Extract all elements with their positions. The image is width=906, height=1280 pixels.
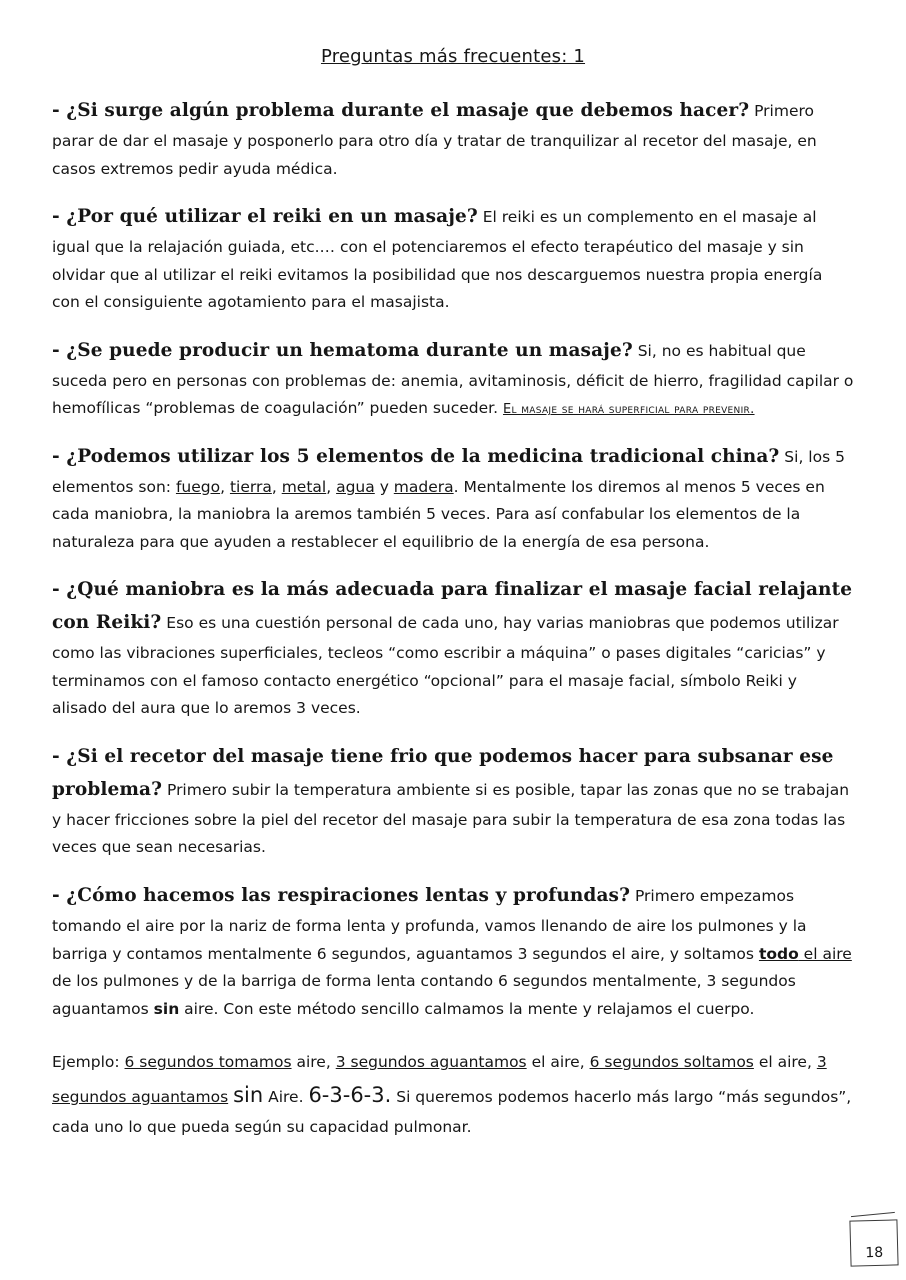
example-segment: 3 segundos aguantamos [52, 1053, 827, 1106]
faq-question: - ¿Qué maniobra es la más adecuada para finalizar el masaje facial relajante con Reiki? [52, 579, 853, 634]
example-segment: Si queremos podemos hacerlo más largo “más segundos”, cada uno lo que pueda según su capacidad pulmonar. [52, 1087, 852, 1137]
faq-answer-segment: Primero empezamos tomando el aire por la nariz de forma lenta y profunda, vamos llenando de aire los pulmones y la barriga y contamos mentalmente 6 segundos, aguantamos 3 segundos el aire, y soltamos [52, 887, 807, 963]
faq-answer-segment: todo [758, 944, 799, 963]
faq-answer-segment: metal [281, 477, 327, 496]
example-segment: 3 segundos aguantamos [335, 1053, 527, 1072]
faq-answer-segment: , [271, 477, 282, 496]
page-number: 18 [865, 1244, 884, 1262]
faq-answer-segment: . Mentalmente los diremos al menos 5 veces en cada maniobra, la maniobra la aremos también 5 veces. Para así confabular los elementos de la naturaleza para que ayuden a restablecer el equilibrio de la energía de esa persona. [52, 477, 825, 551]
example-segment: 6 segundos soltamos [589, 1053, 754, 1072]
faq-answer-segment: sin [153, 999, 180, 1018]
faq-answer-segment: , [326, 477, 337, 496]
faq-answer-segment: aire. Con este método sencillo calmamos la mente y relajamos el cuerpo. [179, 999, 755, 1018]
example-segment: el aire, [526, 1053, 590, 1072]
faq-answer-segment: Primero subir la temperatura ambiente si es posible, tapar las zonas que no se trabajan y hacer fricciones sobre la piel del recetor del masaje para subir la temperatura de esa zona todas las veces que sean necesarias. [52, 780, 850, 857]
faq-item [52, 335, 854, 423]
example-segment: aire, [291, 1053, 336, 1072]
faq-item [52, 441, 854, 557]
faq-item [52, 880, 854, 1023]
faq-answer-segment: Eso es una cuestión personal de cada uno, hay varias maniobras que podemos utilizar como las vibraciones superficiales, tecleos “como escribir a máquina” o pases digitales “caricias” y terminamos con el famoso contacto energético “opcional” para el masaje facial, símbolo Reiki y alisado del aura que lo aremos 3 veces. [52, 614, 839, 718]
page-number-box [849, 1219, 898, 1266]
faq-item [52, 574, 854, 723]
faq-answer-segment: Si, los 5 elementos son: [52, 447, 845, 496]
example-segment: Aire. [263, 1087, 309, 1106]
faq-item [52, 201, 854, 317]
faq-answer-segment: el aire [798, 944, 852, 963]
example-segment: 6-3-6-3. [308, 1082, 392, 1107]
faq-answer-segment: de los pulmones y de la barriga de forma lenta contando 6 segundos mentalmente, 3 segundos aguantamos [52, 972, 796, 1018]
example-segment: 6 segundos tomamos [124, 1053, 292, 1072]
example-segment: el aire, [753, 1053, 817, 1072]
faq-question: - ¿Si el recetor del masaje tiene frio que podemos hacer para subsanar ese problema? [52, 746, 834, 800]
faq-answer-segment: Si, no es habitual que suceda pero en personas con problemas de: anemia, avitaminosis, déficit de hierro, fragilidad capilar o hemofílicas “problemas de coagulación” pueden suceder. [52, 341, 854, 418]
page-title: Preguntas más frecuentes: 1 [320, 46, 586, 67]
faq-answer-segment: , [220, 477, 230, 496]
faq-answer-segment: fuego [175, 477, 221, 496]
faq-question: - ¿Cómo hacemos las respiraciones lentas y profundas? [52, 885, 631, 907]
faq-answer-segment: El reiki es un complemento en el masaje al igual que la relajación guiada, etc.… con el potenciaremos el efecto terapéutico del masaje y sin olvidar que al utilizar el reiki evitamos la posibilidad que nos descarguemos nuestra propia energía con el consiguiente agotamiento para el masajista. [52, 208, 823, 312]
faq-item [52, 741, 854, 862]
example-paragraph [52, 1049, 854, 1142]
faq-answer-segment: El masaje se hará superficial para prevenir. [502, 402, 755, 418]
faq-answer-segment: Primero parar de dar el masaje y posponerlo para otro día y tratar de tranquilizar al recetor del masaje, en casos extremos pedir ayuda médica. [52, 102, 817, 178]
faq-answer-segment: tierra [229, 477, 272, 496]
faq-answer-segment: agua [336, 477, 375, 496]
faq-question: - ¿Se puede producir un hematoma durante un masaje? [52, 339, 633, 361]
faq-answer-segment: madera [393, 477, 454, 496]
example-segment: Ejemplo: [52, 1053, 125, 1072]
faq-item [52, 95, 854, 183]
example-segment: sin [233, 1082, 264, 1107]
faq-question: - ¿Si surge algún problema durante el masaje que debemos hacer? [52, 100, 750, 121]
faq-question: - ¿Podemos utilizar los 5 elementos de la medicina tradicional china? [52, 445, 780, 467]
faq-answer-segment: y [374, 477, 394, 496]
faq-question: - ¿Por qué utilizar el reiki en un masaje? [52, 206, 478, 228]
